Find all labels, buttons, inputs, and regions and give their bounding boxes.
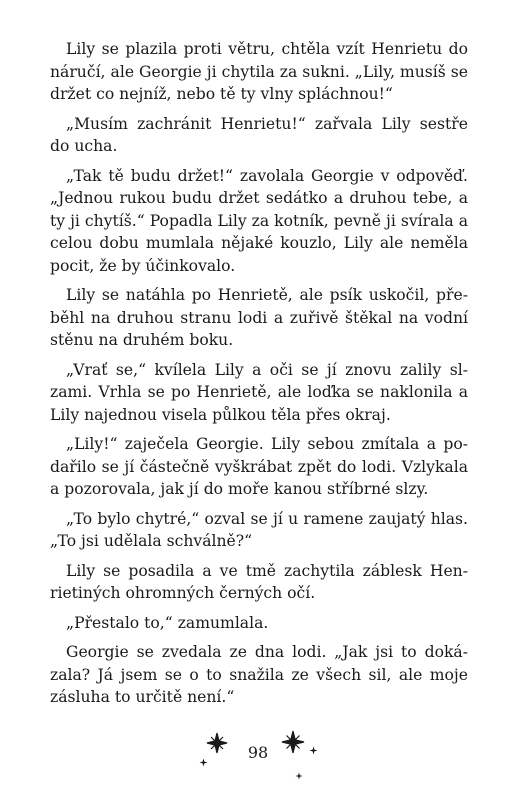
page-number: 98 <box>247 743 269 762</box>
paragraph: „To bylo chytré,“ ozval se jí u ramene zaujatý hlas. „To jsi udělala schválně?“ <box>50 509 468 550</box>
page-footer <box>0 728 515 788</box>
paragraph: „Musím zachránit Henrietu!“ zařvala Lily sestře do ucha. <box>50 114 468 155</box>
paragraph: „Vrať se,“ kvílela Lily a oči se jí znovu zalily slzami. Vrhla se po Henrietě, ale loďka se naklonila a Lily najednou visela půlkou těla přes okraj. <box>50 360 468 424</box>
paragraph: Lily se natáhla po Henrietě, ale psík uskočil, přeběhl na druhou stranu lodi a zuřivě štěkal na vodní stěnu na druhém boku. <box>50 286 468 349</box>
page-text <box>50 38 468 716</box>
paragraph: Georgie se zvedala ze dna lodi. „Jak jsi to dokázala? Já jsem se o to snažila ze všech sil, ale moje zásluha to určitě není.“ <box>50 643 468 706</box>
paragraph: Lily se plazila proti větru, chtěla vzít Henrietu do náručí, ale Georgie ji chytila za sukni. „Lily, musíš se držet co nejníž, nebo tě ty vlny spláchnou!“ <box>50 40 468 103</box>
paragraph: Lily se posadila a ve tmě zachytila záblesk Henrietiných ohromných černých očí. <box>50 561 468 602</box>
star-icon <box>281 730 305 754</box>
paragraph: „Lily!“ zaječela Georgie. Lily sebou zmítala a podařilo se jí částečně vyškrábat zpět do lodi. Vzlykala a pozorovala, jak jí do moře kanou stříbrné slzy. <box>50 435 468 498</box>
star-icon <box>295 772 303 780</box>
star-icon <box>199 758 208 767</box>
paragraph: „Tak tě budu držet!“ zavolala Georgie v odpověď. „Jednou rukou budu držet sedátko a druhou tebe, a ty ji chytíš.“ Popadla Lily za kotník, pevně ji svírala a celou dobu mumlala nějaké kouzlo, Lily ale neměla pocit, že by účinkovalo. <box>50 166 468 275</box>
star-icon <box>206 732 228 754</box>
paragraph: „Přestalo to,“ zamumlala. <box>66 613 269 632</box>
star-icon <box>309 746 318 755</box>
